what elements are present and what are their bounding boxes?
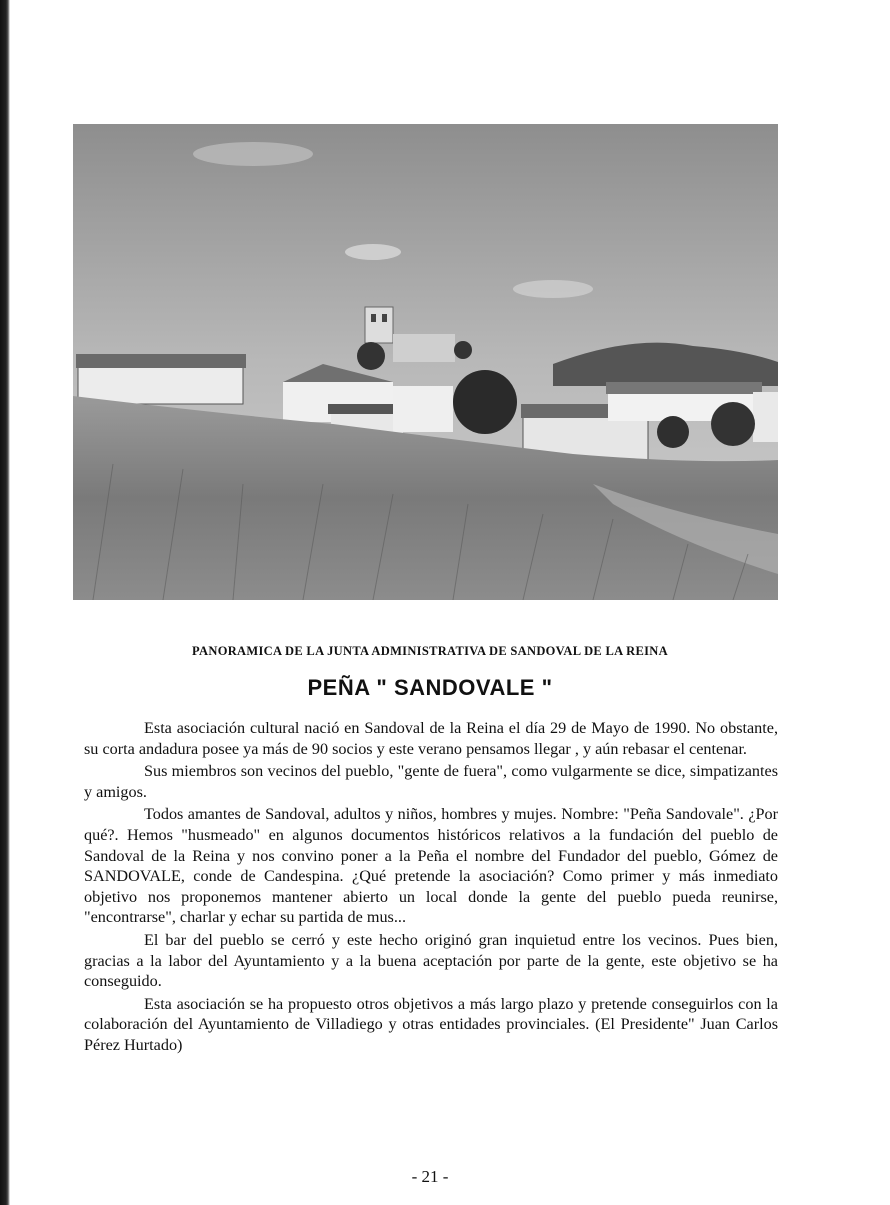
photo-caption: PANORAMICA DE LA JUNTA ADMINISTRATIVA DE SANDOVAL DE LA REINA	[192, 644, 668, 658]
paragraph: El bar del pueblo se cerró y este hecho originó gran inquietud entre los vecinos. Pues bien, gracias a la labor del Ayuntamiento y a la buena aceptación por parte de la gente, este objetivo se ha conseguido.	[84, 930, 778, 991]
village-landscape-photo	[73, 124, 778, 600]
page-binding-edge	[0, 0, 10, 1205]
paragraph: Esta asociación cultural nació en Sandoval de la Reina el día 29 de Mayo de 1990. No obstante, su corta andadura posee ya más de 90 socios y este verano pensamos llegar , y aún rebasar el centenar.	[84, 719, 778, 758]
article-body	[84, 718, 778, 1058]
paragraph: Sus miembros son vecinos del pueblo, "gente de fuera", como vulgarmente se dice, simpatizantes y amigos.	[84, 762, 778, 801]
paragraph: Esta asociación se ha propuesto otros objetivos a más largo plazo y pretende conseguirlos con la colaboración del Ayuntamiento de Villadiego y otras entidades provinciales. (El Presidente" Juan Carlos Pérez Hurtado)	[84, 994, 778, 1054]
article-title: PEÑA " SANDOVALE "	[307, 675, 553, 700]
paragraph: Todos amantes de Sandoval, adultos y niños, hombres y mujes. Nombre: "Peña Sandovale". ¿Por qué?. Hemos "husmeado" en algunos documentos históricos relativos a la fundación del pueblo de Sandoval de la Reina y nos convino poner a la Peña el nombre del Fundador del pueblo, Gómez de SANDOVALE, conde de Candespina. ¿Qué pretende la asociación? Como primer y más inmediato objetivo nos proponemos mantener abierto un local donde la gente del pueblo pueda reunirse, "encontrarse", charlar y echar su partida de mus...	[84, 805, 778, 927]
page-number: - 21 -	[411, 1167, 449, 1186]
